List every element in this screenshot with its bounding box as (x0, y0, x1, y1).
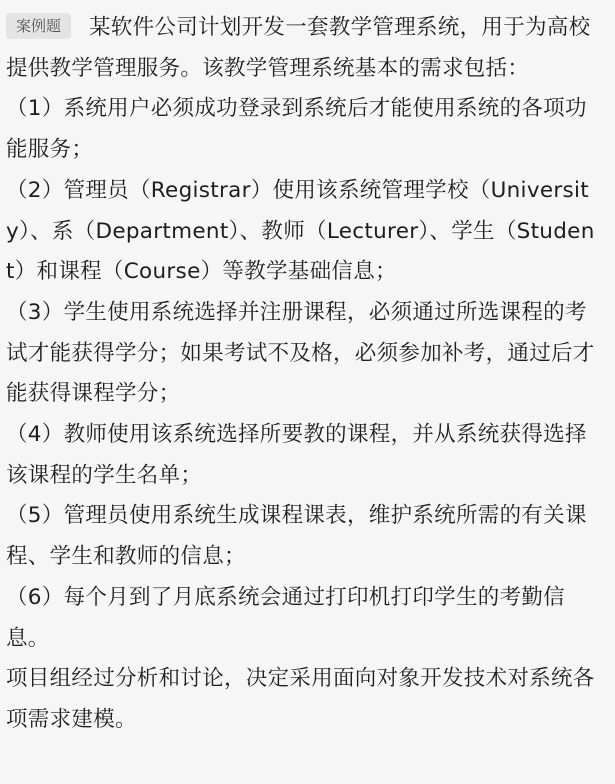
requirement-1: （1）系统用户必须成功登录到系统后才能使用系统的各项功能服务； (6, 96, 587, 163)
conclusion-paragraph: 项目组经过分析和讨论，决定采用面向对象开发技术对系统各项需求建模。 (6, 666, 595, 732)
requirement-6: （6）每个月到了月底系统会通过打印机打印学生的考勤信息。 (6, 584, 565, 651)
intro-text: 某软件公司计划开发一套教学管理系统，用于为高校提供教学管理服务。该教学管理系统基本的需求包括： (6, 15, 591, 81)
requirement-4: （4）教师使用该系统选择所要教的课程，并从系统获得选择该课程的学生名单； (6, 422, 587, 488)
intro-paragraph (6, 8, 605, 89)
requirement-5: （5）管理员使用系统生成课程课表，维护系统所需的有关课程、学生和教师的信息； (6, 503, 587, 570)
requirement-2: （2）管理员（Registrar）使用该系统管理学校（University）、系（Department）、教师（Lecturer）、学生（Student）和课程（Course）等教学基础信息； (6, 177, 595, 285)
case-study-tag: 案例题 (6, 13, 71, 39)
requirement-3: （3）学生使用系统选择并注册课程，必须通过所选课程的考试才能获得学分；如果考试不及格，必须参加补考，通过后才能获得课程学分； (6, 299, 595, 407)
